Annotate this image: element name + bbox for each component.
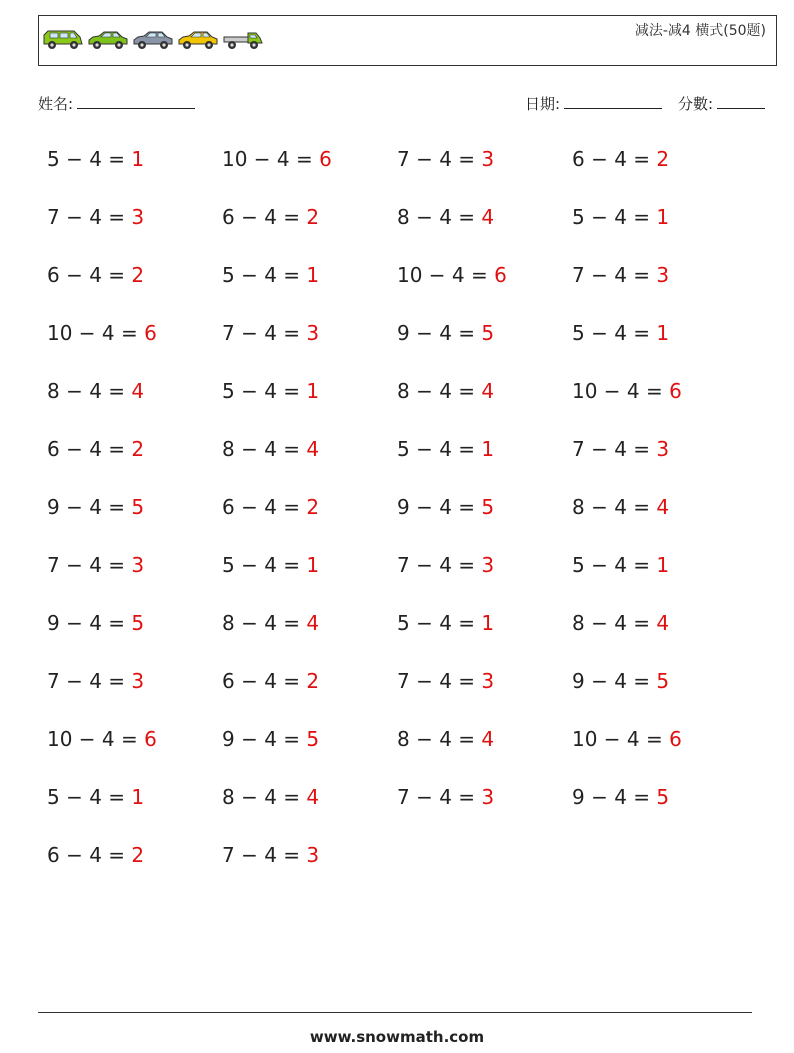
problem-question: 5 − 4 = (47, 147, 126, 171)
problem-question: 7 − 4 = (47, 553, 126, 577)
problem-question: 7 − 4 = (222, 843, 301, 867)
problem-answer: 1 (481, 611, 495, 635)
problem-answer: 4 (306, 437, 320, 461)
problem-item (572, 205, 669, 229)
problem-item (222, 727, 319, 751)
problem-answer: 4 (656, 611, 670, 635)
problem-answer: 2 (306, 205, 320, 229)
problem-item (572, 669, 669, 693)
problem-item (47, 785, 144, 809)
problem-item (397, 321, 494, 345)
problem-item (397, 727, 494, 751)
problem-question: 6 − 4 = (222, 205, 301, 229)
problem-question: 8 − 4 = (572, 611, 651, 635)
problem-answer: 5 (656, 785, 670, 809)
problem-item (222, 437, 319, 461)
problem-item (397, 147, 494, 171)
problem-item (572, 263, 669, 287)
problem-answer: 6 (319, 147, 332, 171)
problem-question: 10 − 4 = (222, 147, 313, 171)
problem-question: 7 − 4 = (397, 669, 476, 693)
problem-question: 6 − 4 = (47, 437, 126, 461)
problem-answer: 3 (131, 205, 145, 229)
problem-question: 7 − 4 = (572, 437, 651, 461)
problem-question: 5 − 4 = (572, 205, 651, 229)
problem-question: 9 − 4 = (572, 669, 651, 693)
problem-question: 6 − 4 = (47, 843, 126, 867)
problem-question: 7 − 4 = (397, 553, 476, 577)
problem-item (222, 321, 319, 345)
problem-answer: 6 (144, 321, 157, 345)
problem-question: 6 − 4 = (572, 147, 651, 171)
footer-url: www.snowmath.com (309, 1028, 485, 1046)
problem-question: 7 − 4 = (572, 263, 651, 287)
problem-item (397, 205, 494, 229)
problem-question: 9 − 4 = (572, 785, 651, 809)
problem-question: 9 − 4 = (397, 495, 476, 519)
problem-answer: 2 (131, 843, 145, 867)
problem-question: 5 − 4 = (222, 263, 301, 287)
problem-question: 6 − 4 = (222, 669, 301, 693)
problem-item (572, 727, 682, 751)
pickup-truck-icon (222, 28, 264, 52)
problem-item (222, 611, 319, 635)
problem-item (47, 263, 144, 287)
problem-item (222, 669, 319, 693)
car-icons (42, 28, 264, 52)
problem-question: 8 − 4 = (397, 205, 476, 229)
problem-item (397, 553, 494, 577)
date-field (525, 93, 662, 114)
problem-question: 7 − 4 = (397, 147, 476, 171)
problem-item (572, 147, 669, 171)
problem-answer: 5 (306, 727, 320, 751)
name-blank[interactable] (77, 94, 195, 109)
problem-answer: 5 (656, 669, 670, 693)
problem-answer: 5 (481, 321, 495, 345)
problem-answer: 2 (306, 669, 320, 693)
problem-item (47, 205, 144, 229)
problem-question: 8 − 4 = (397, 379, 476, 403)
problem-answer: 3 (481, 553, 495, 577)
problem-answer: 3 (131, 669, 145, 693)
problem-answer: 1 (131, 785, 145, 809)
problem-question: 10 − 4 = (572, 379, 663, 403)
problem-answer: 6 (669, 727, 682, 751)
problem-item (397, 379, 494, 403)
problem-answer: 3 (481, 785, 495, 809)
problem-answer: 6 (494, 263, 507, 287)
problem-item (222, 147, 332, 171)
problem-answer: 3 (306, 321, 320, 345)
problem-item (47, 669, 144, 693)
problem-item (572, 553, 669, 577)
problem-item (222, 263, 319, 287)
problem-answer: 1 (306, 379, 320, 403)
name-label: 姓名: (38, 95, 74, 113)
problem-answer: 2 (131, 437, 145, 461)
problem-answer: 1 (656, 321, 670, 345)
problem-question: 6 − 4 = (222, 495, 301, 519)
problem-item (47, 495, 144, 519)
problem-item (47, 727, 157, 751)
date-blank[interactable] (564, 94, 662, 109)
gray-car-icon (132, 28, 174, 52)
problem-question: 8 − 4 = (222, 611, 301, 635)
problem-item (572, 379, 682, 403)
problem-answer: 4 (131, 379, 145, 403)
score-blank[interactable] (717, 94, 765, 109)
problem-item (47, 611, 144, 635)
problem-answer: 3 (306, 843, 320, 867)
problem-answer: 3 (656, 437, 670, 461)
problem-question: 8 − 4 = (222, 437, 301, 461)
score-label: 分數: (678, 95, 714, 113)
problem-question: 6 − 4 = (47, 263, 126, 287)
footer-divider (38, 1012, 752, 1013)
problem-question: 5 − 4 = (397, 437, 476, 461)
problem-item (397, 785, 494, 809)
problem-item (572, 611, 669, 635)
problem-question: 5 − 4 = (47, 785, 126, 809)
problem-answer: 3 (481, 669, 495, 693)
green-van-icon (42, 28, 84, 52)
problem-question: 10 − 4 = (572, 727, 663, 751)
problem-question: 5 − 4 = (397, 611, 476, 635)
problem-item (47, 379, 144, 403)
problem-answer: 4 (481, 379, 495, 403)
problem-answer: 1 (131, 147, 145, 171)
problem-answer: 1 (481, 437, 495, 461)
problem-item (572, 495, 669, 519)
problem-item (47, 147, 144, 171)
problem-answer: 1 (656, 553, 670, 577)
problem-question: 7 − 4 = (47, 205, 126, 229)
problem-item (397, 669, 494, 693)
problem-item (397, 611, 494, 635)
problem-question: 10 − 4 = (47, 727, 138, 751)
problem-question: 5 − 4 = (222, 379, 301, 403)
score-field (678, 93, 765, 114)
problem-question: 10 − 4 = (397, 263, 488, 287)
problem-answer: 2 (656, 147, 670, 171)
problem-answer: 6 (669, 379, 682, 403)
problem-question: 8 − 4 = (222, 785, 301, 809)
problem-item (47, 321, 157, 345)
problem-question: 8 − 4 = (572, 495, 651, 519)
problem-question: 9 − 4 = (47, 611, 126, 635)
problem-answer: 3 (656, 263, 670, 287)
header-box (38, 15, 777, 66)
problem-question: 7 − 4 = (397, 785, 476, 809)
problem-answer: 2 (306, 495, 320, 519)
problem-question: 9 − 4 = (397, 321, 476, 345)
problem-answer: 4 (656, 495, 670, 519)
problem-question: 5 − 4 = (572, 321, 651, 345)
problem-item (222, 495, 319, 519)
problem-answer: 5 (131, 495, 145, 519)
problem-item (397, 263, 507, 287)
problem-item (222, 785, 319, 809)
problem-item (572, 785, 669, 809)
problem-question: 7 − 4 = (222, 321, 301, 345)
problem-answer: 2 (131, 263, 145, 287)
problem-question: 8 − 4 = (397, 727, 476, 751)
problem-answer: 1 (306, 553, 320, 577)
problem-answer: 3 (481, 147, 495, 171)
problem-item (572, 437, 669, 461)
problem-answer: 4 (306, 785, 320, 809)
problem-item (222, 205, 319, 229)
problem-question: 9 − 4 = (47, 495, 126, 519)
problem-question: 5 − 4 = (222, 553, 301, 577)
yellow-car-icon (177, 28, 219, 52)
problem-item (222, 553, 319, 577)
date-label: 日期: (525, 95, 561, 113)
problem-question: 5 − 4 = (572, 553, 651, 577)
problem-question: 7 − 4 = (47, 669, 126, 693)
name-field (38, 93, 195, 114)
worksheet-title: 减法-减4 横式(50题) (634, 23, 766, 39)
problem-answer: 5 (131, 611, 145, 635)
problem-item (397, 495, 494, 519)
problem-question: 8 − 4 = (47, 379, 126, 403)
problem-answer: 4 (481, 205, 495, 229)
green-car-icon (87, 28, 129, 52)
problem-question: 10 − 4 = (47, 321, 138, 345)
problem-question: 9 − 4 = (222, 727, 301, 751)
problem-answer: 4 (481, 727, 495, 751)
problem-answer: 3 (131, 553, 145, 577)
problem-item (222, 379, 319, 403)
problem-item (47, 843, 144, 867)
problem-item (47, 553, 144, 577)
problem-item (572, 321, 669, 345)
problem-answer: 1 (306, 263, 320, 287)
problem-answer: 5 (481, 495, 495, 519)
problem-item (397, 437, 494, 461)
problem-item (47, 437, 144, 461)
problem-answer: 1 (656, 205, 670, 229)
problem-item (222, 843, 319, 867)
problem-answer: 4 (306, 611, 320, 635)
problem-answer: 6 (144, 727, 157, 751)
